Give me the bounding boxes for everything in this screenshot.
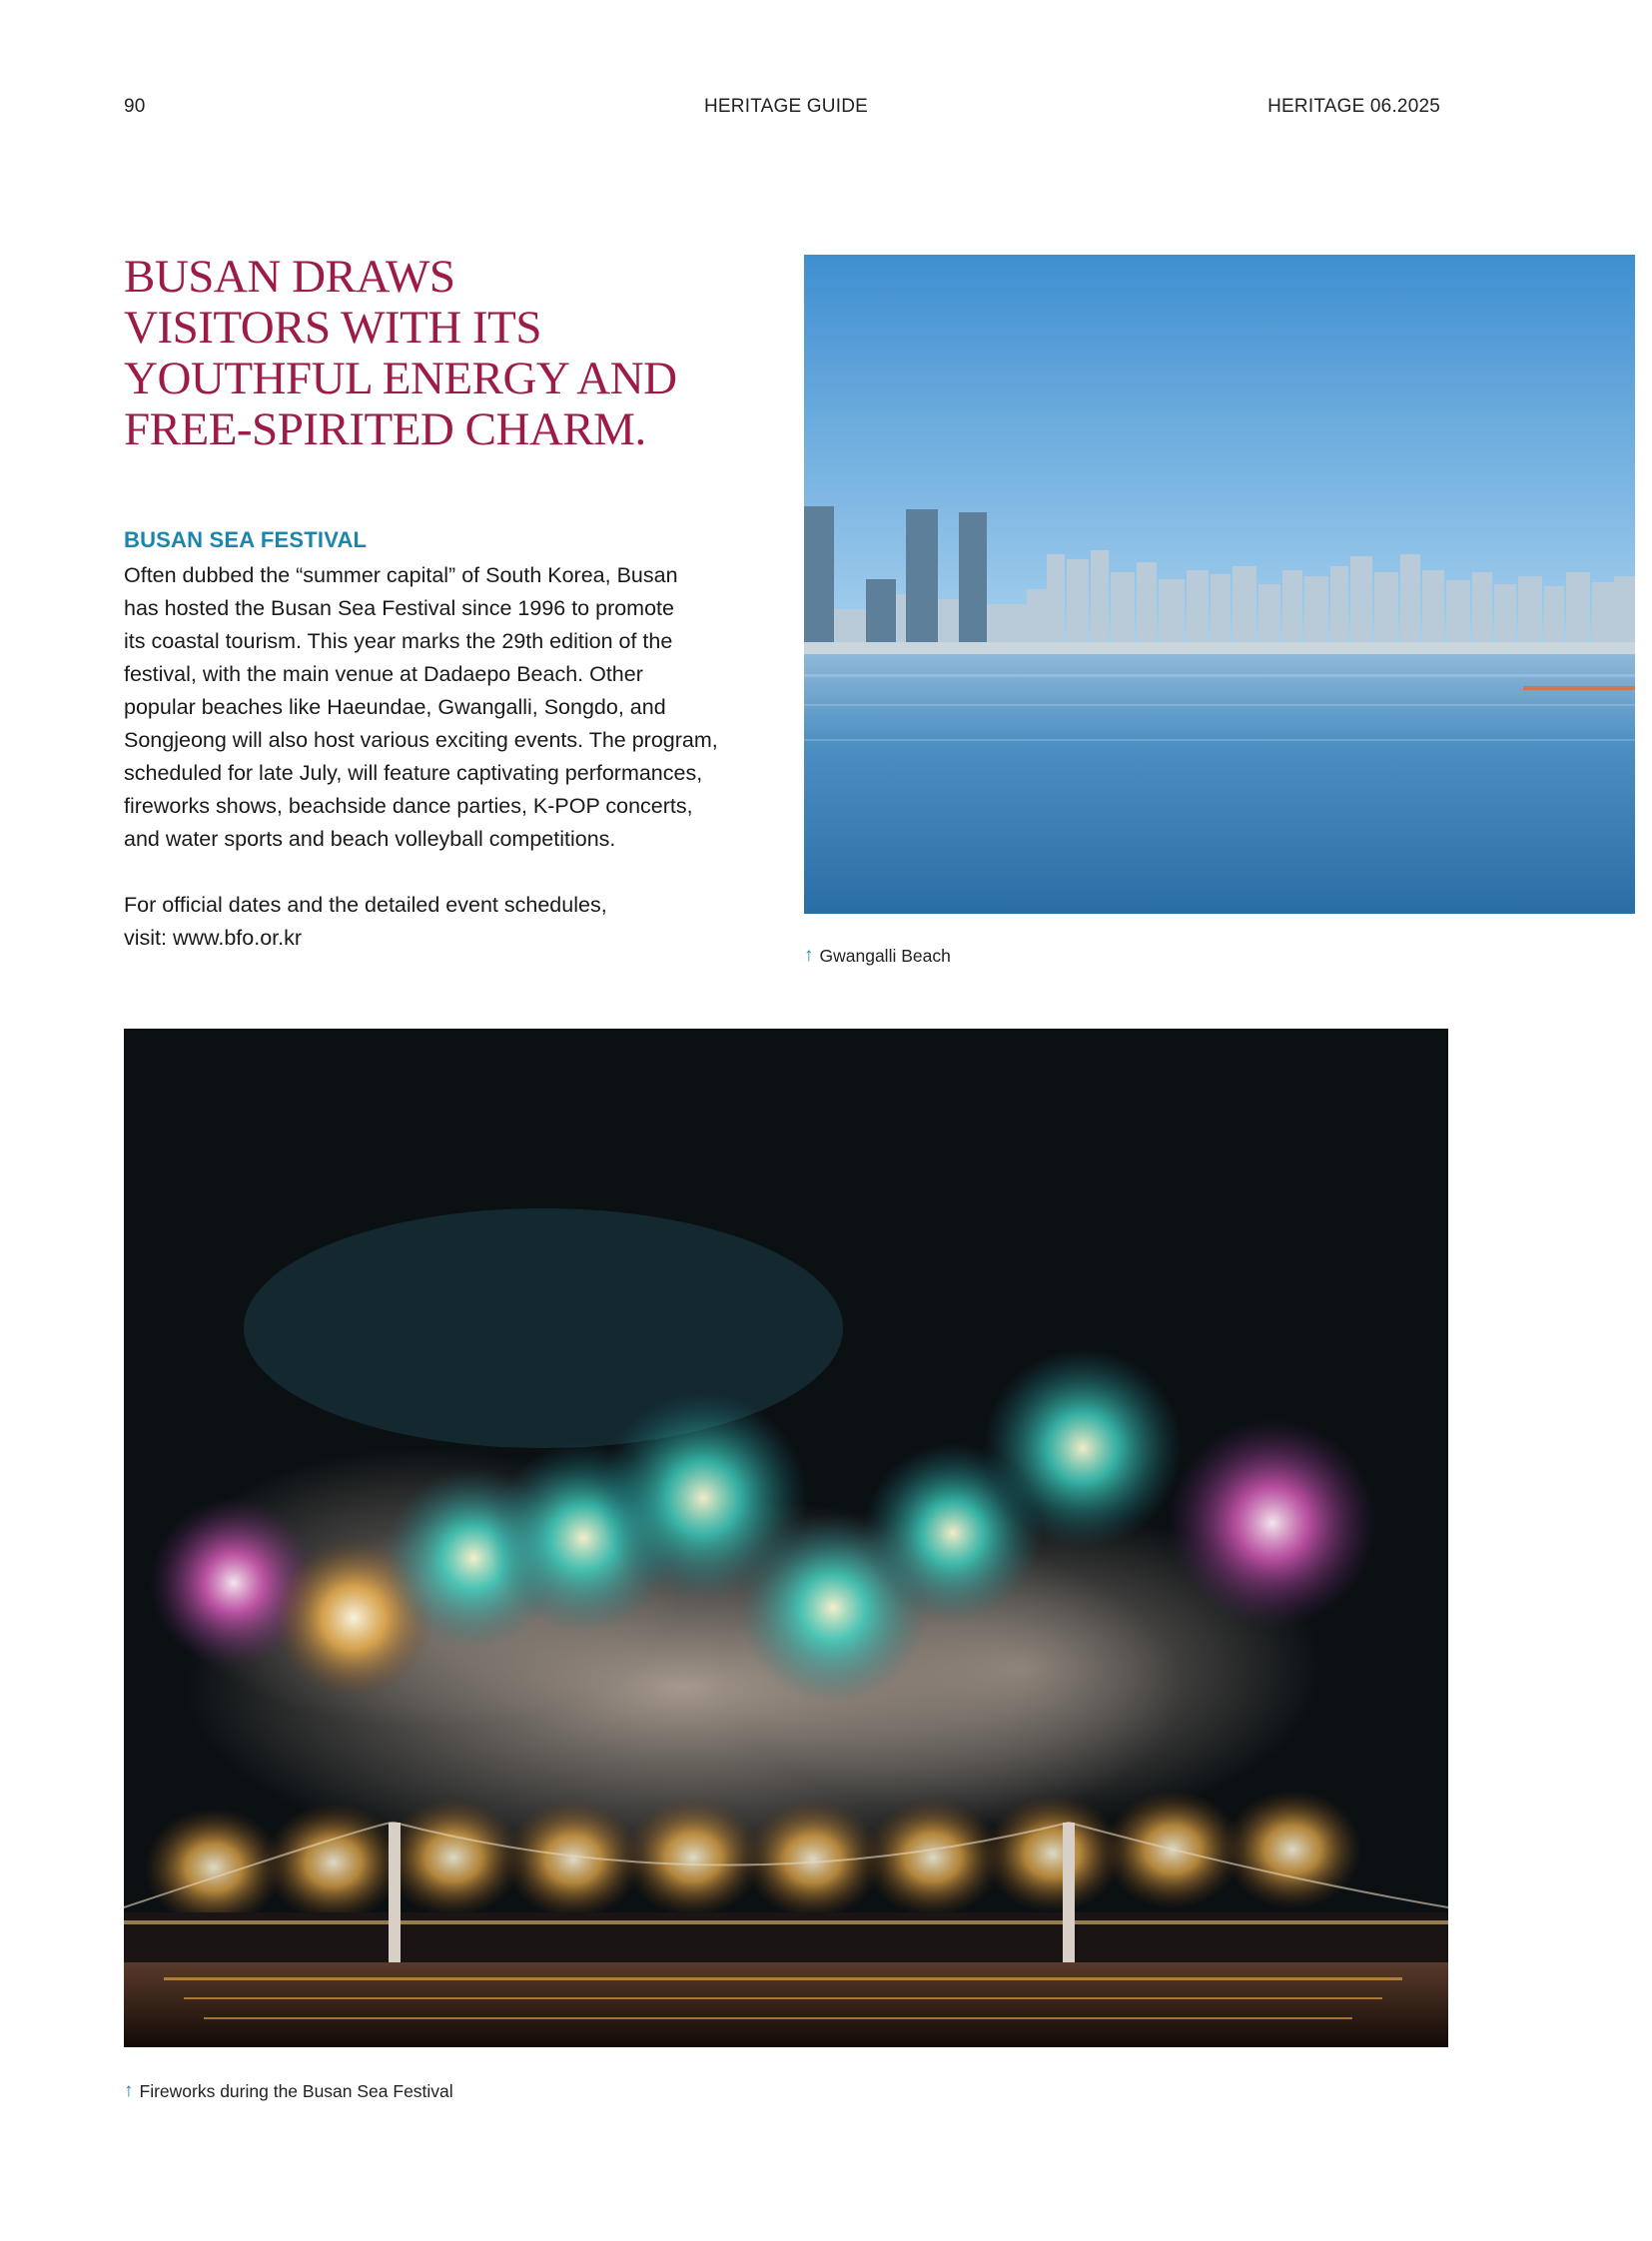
headline-line: FREE-SPIRITED CHARM. <box>124 403 646 455</box>
headline <box>124 252 683 455</box>
headline-line: VISITORS WITH ITS <box>124 302 541 354</box>
headline-line: BUSAN DRAWS <box>124 251 455 303</box>
page-number: 90 <box>124 96 146 117</box>
body-line: visit: www.bfo.or.kr <box>124 926 303 950</box>
beach-caption <box>804 945 951 967</box>
issue-label: HERITAGE 06.2025 <box>1267 96 1440 117</box>
fireworks-photo <box>124 1029 1448 2047</box>
body-line: festival, with the main venue at Dadaepo Beach. Other <box>124 662 643 686</box>
article-body <box>124 559 783 955</box>
arrow-up-icon: ↑ <box>804 945 814 966</box>
body-line: fireworks shows, beachside dance parties, K-POP concerts, <box>124 794 693 818</box>
body-line: has hosted the Busan Sea Festival since 1996 to promote <box>124 596 674 620</box>
gwangalli-beach-photo <box>804 255 1635 914</box>
headline-line: YOUTHFUL ENERGY AND <box>124 353 677 404</box>
section-title: HERITAGE GUIDE <box>704 96 868 117</box>
body-line: and water sports and beach volleyball competitions. <box>124 827 616 851</box>
body-line: Songjeong will also host various exciting events. The program, <box>124 728 718 752</box>
fireworks-caption <box>124 2080 453 2102</box>
body-line: its coastal tourism. This year marks the 29th edition of the <box>124 629 673 653</box>
beach-caption-text: Gwangalli Beach <box>819 945 951 966</box>
fireworks-caption-text: Fireworks during the Busan Sea Festival <box>139 2080 453 2101</box>
body-line: popular beaches like Haeundae, Gwangalli, Songdo, and <box>124 695 666 719</box>
body-line: For official dates and the detailed event schedules, <box>124 893 607 917</box>
body-line: scheduled for late July, will feature captivating performances, <box>124 761 703 785</box>
paragraph-gap <box>124 856 783 889</box>
section-subheading: BUSAN SEA FESTIVAL <box>124 527 368 552</box>
arrow-up-icon: ↑ <box>124 2080 134 2101</box>
body-line: Often dubbed the “summer capital” of South Korea, Busan <box>124 563 678 587</box>
